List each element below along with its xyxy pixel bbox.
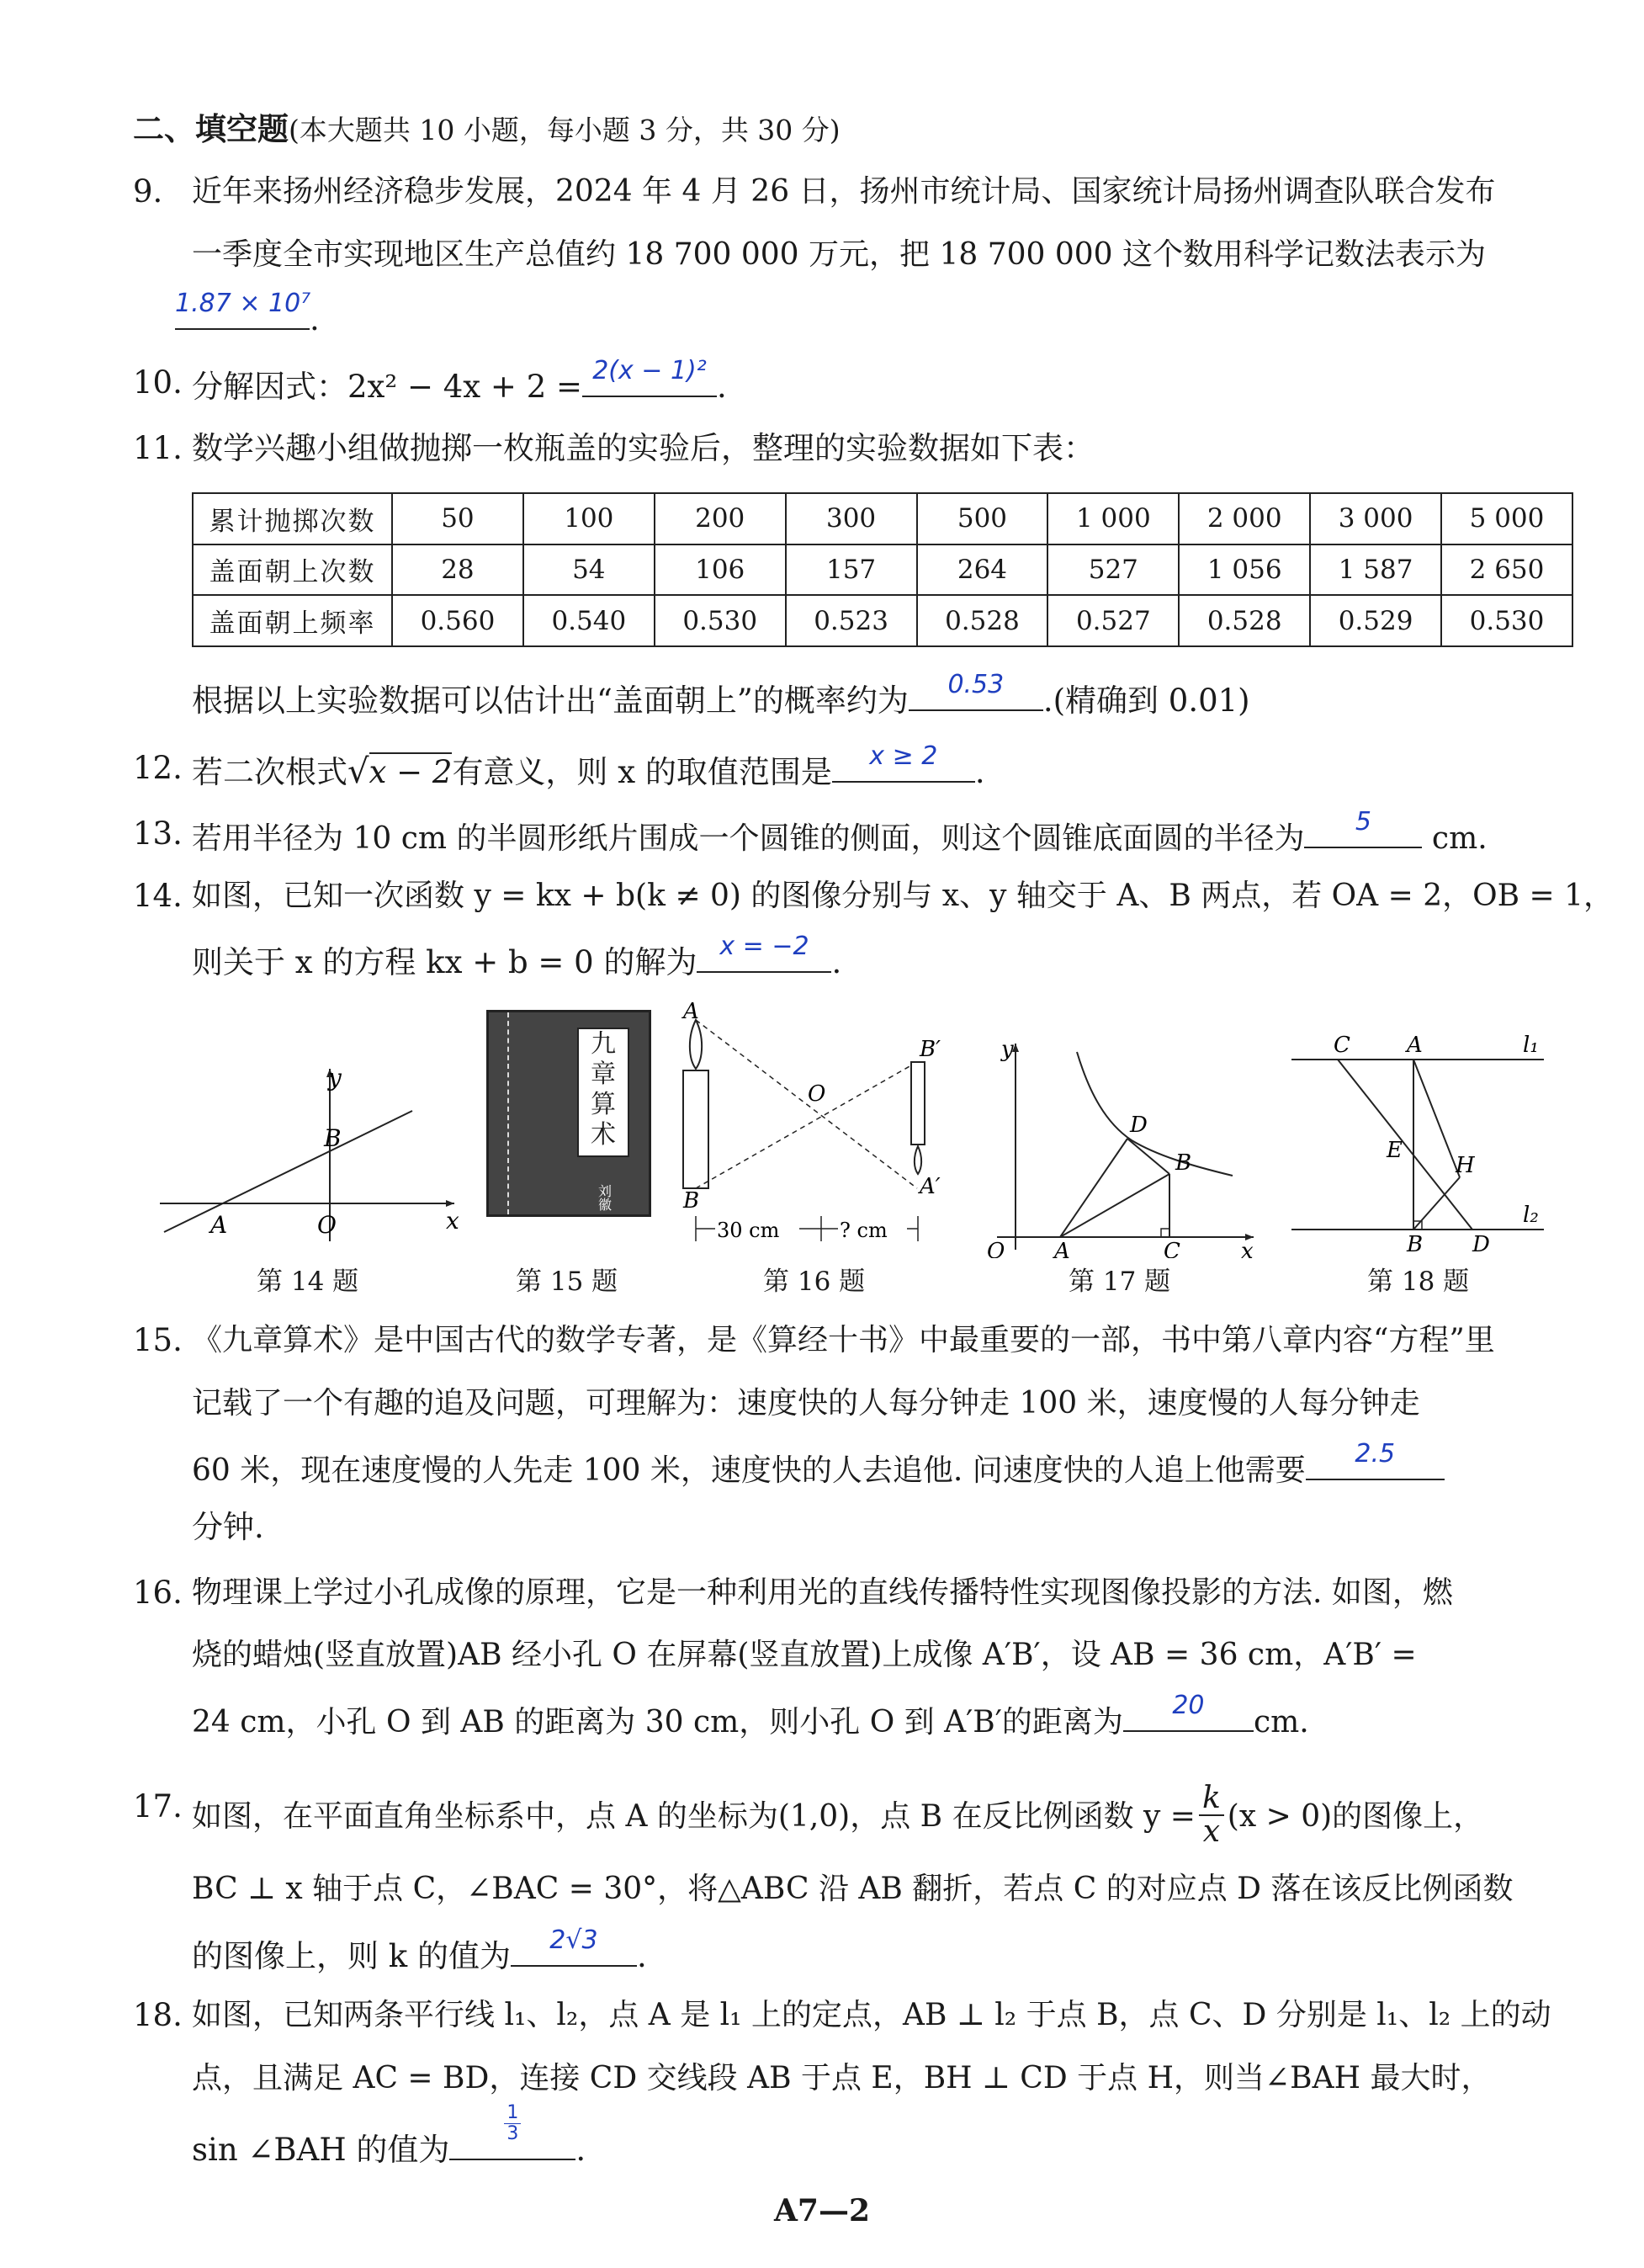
caption-16: 第 16 题 [763, 1267, 866, 1297]
right-angle-mark [1161, 1229, 1169, 1237]
q13-end: cm. [1431, 821, 1488, 856]
q18-line3 [192, 2102, 586, 2171]
q13-line [192, 807, 1488, 860]
q14-line1: 如图，已知一次函数 y = kx + b(k ≠ 0) 的图像分别与 x、y 轴交于 A、B 两点，若 OA = 2，OB = 1， [192, 879, 1615, 913]
q11-after: 根据以上实验数据可以估计出“盖面朝上”的概率约为 [192, 683, 909, 719]
q12-radicand: x − 2 [369, 754, 453, 790]
q16-line3 [192, 1691, 1309, 1744]
q18-line1: 如图，已知两条平行线 l₁、l₂，点 A 是 l₁ 上的定点，AB ⊥ l₂ 于点 B，点 C、D 分别是 l₁、l₂ 上的动 [192, 1998, 1551, 2032]
figure-14 [151, 1052, 471, 1246]
ray-A-to-Aprime [696, 1020, 917, 1188]
table-cell: 106 [655, 544, 786, 596]
hyperbola [1077, 1052, 1233, 1176]
table-cell: 0.527 [1047, 595, 1179, 646]
q11-after-line [192, 670, 1250, 722]
line-y-kx-b [164, 1111, 412, 1232]
q17-frac-num: k [1199, 1782, 1224, 1816]
label-B: B [324, 1124, 342, 1152]
ray-B-to-Bprime [696, 1062, 917, 1188]
q15-line1: 《九章算术》是中国古代的数学专著，是《算经十书》中最重要的一部，书中第八章内容“方程”里 [192, 1323, 1495, 1357]
q14-text2: 则关于 x 的方程 kx + b = 0 的解为 [192, 944, 697, 980]
label-C: C [1334, 1033, 1350, 1058]
table-cell: 2 000 [1179, 493, 1310, 544]
segment-AH [1413, 1060, 1460, 1177]
q10-text: 分解因式：2x² − 4x + 2 = [192, 369, 582, 405]
table-cell: 3 000 [1310, 493, 1441, 544]
label-D: D [1472, 1232, 1490, 1257]
title-char: 术 [591, 1120, 616, 1150]
q9-end: . [310, 301, 320, 337]
q15-line4: 分钟. [192, 1509, 264, 1545]
q9-line1: 近年来扬州经济稳步发展，2024 年 4 月 26 日，扬州市统计局、国家统计局扬州调查队联合发布 [192, 174, 1496, 209]
table-cell: 100 [523, 493, 655, 544]
q9-answer-blank[interactable] [175, 289, 311, 330]
q13-number: 13. [133, 815, 183, 852]
q10-answer: 2(x − 1)² [592, 356, 707, 385]
q17-line1 [192, 1781, 1484, 1851]
q18-answer-num: 1 [504, 2103, 521, 2124]
q15-line2: 记载了一个有趣的追及问题，可理解为：速度快的人每分钟走 100 米，速度慢的人每分钟走 [192, 1386, 1420, 1421]
q18-end: . [575, 2132, 586, 2168]
table-cell: 0.540 [523, 595, 655, 646]
label-x: x [1241, 1239, 1254, 1258]
q16-end: cm. [1253, 1705, 1309, 1740]
segment-CD [1338, 1060, 1472, 1230]
title-char: 算 [591, 1090, 616, 1119]
table-cell: 1 000 [1047, 493, 1179, 544]
q18-line2: 点，且满足 AC = BD，连接 CD 交线段 AB 于点 E，BH ⊥ CD 于点 H，则当∠BAH 最大时， [192, 2061, 1492, 2095]
dim-label-30: 30 cm [717, 1219, 780, 1242]
caption-14: 第 14 题 [257, 1267, 359, 1297]
label-E: E [1387, 1138, 1403, 1163]
label-x: x [446, 1207, 459, 1235]
label-B: B [1407, 1232, 1424, 1257]
label-D: D [1130, 1113, 1148, 1138]
label-A-prime: A′ [920, 1174, 941, 1199]
q14-answer: x = −2 [719, 932, 809, 961]
table-header-cell: 累计抛掷次数 [193, 493, 392, 544]
q13-answer: 5 [1355, 807, 1371, 837]
q17-text1a: 如图，在平面直角坐标系中，点 A 的坐标为(1,0)，点 B 在反比例函数 y = [192, 1799, 1196, 1834]
label-A: A [683, 1001, 699, 1024]
q15-text3: 60 米，现在速度慢的人先走 100 米，速度快的人去追他. 问速度快的人追上他需要 [192, 1453, 1306, 1488]
q17-text3: 的图像上，则 k 的值为 [192, 1938, 511, 1974]
section-title [133, 108, 841, 151]
label-O: O [317, 1211, 337, 1239]
label-y: y [328, 1064, 342, 1092]
q9-number: 9. [133, 173, 163, 210]
table-cell: 0.530 [1441, 595, 1572, 646]
table-header-cell: 盖面朝上频率 [193, 595, 392, 646]
label-B: B [683, 1188, 700, 1214]
caption-15: 第 15 题 [516, 1267, 618, 1297]
q16-answer: 20 [1172, 1691, 1205, 1720]
segment-AD [1060, 1139, 1127, 1237]
q11-answer: 0.53 [947, 670, 1005, 699]
image-candle [911, 1062, 925, 1145]
book-author: 刘徽 [598, 1183, 613, 1213]
q9-answer-line [175, 289, 320, 341]
table-cell: 264 [917, 544, 1048, 596]
sqrt-symbol: √ [347, 752, 369, 791]
q12-number: 12. [133, 750, 183, 786]
q17-line3 [192, 1925, 647, 1978]
q15-answer: 2.5 [1355, 1439, 1396, 1469]
q17-answer: 2√3 [549, 1925, 598, 1955]
q17-answer-blank[interactable] [511, 1925, 637, 1967]
q10-line [192, 356, 727, 408]
q12-line [192, 741, 985, 794]
q18-answer-fraction [449, 2103, 575, 2144]
title-char: 章 [591, 1060, 616, 1089]
book-title-box [577, 1028, 629, 1157]
table-row [193, 595, 1572, 646]
table-cell: 1 587 [1310, 544, 1441, 596]
q18-answer-den: 3 [506, 2123, 519, 2144]
table-cell: 200 [655, 493, 786, 544]
figure-15 [486, 1010, 651, 1217]
table-cell: 0.528 [1179, 595, 1310, 646]
table-cell: 500 [917, 493, 1048, 544]
dim-label-unknown: ? cm [840, 1219, 888, 1242]
q17-line2: BC ⊥ x 轴于点 C，∠BAC = 30°，将△ABC 沿 AB 翻折，若点 C 的对应点 D 落在该反比例函数 [192, 1872, 1514, 1906]
q13-answer-blank[interactable] [1304, 807, 1422, 848]
q16-line2: 烧的蜡烛(竖直放置)AB 经小孔 O 在屏幕(竖直放置)上成像 A′B′，设 AB = 36 cm，A′B′ = [192, 1638, 1417, 1672]
table-row [193, 493, 1572, 544]
caption-17: 第 17 题 [1069, 1267, 1171, 1297]
q11-number: 11. [133, 430, 183, 466]
table-cell: 2 650 [1441, 544, 1572, 596]
book-spine-line [507, 1012, 509, 1214]
q16-text3: 24 cm，小孔 O 到 AB 的距离为 30 cm，则小孔 O 到 A′B′的距离为 [192, 1705, 1123, 1740]
figure-18 [1283, 1022, 1573, 1258]
label-O: O [987, 1239, 1005, 1258]
label-B-prime: B′ [920, 1037, 941, 1062]
q15-answer-blank[interactable] [1306, 1439, 1445, 1480]
label-A: A [210, 1211, 228, 1239]
q17-end: . [636, 1938, 647, 1974]
table-cell: 0.523 [786, 595, 917, 646]
table-cell: 54 [523, 544, 655, 596]
q16-line1: 物理课上学过小孔成像的原理，它是一种利用光的直线传播特性实现图像投影的方法. 如图，燃 [192, 1575, 1453, 1610]
q12-answer-blank[interactable] [832, 741, 975, 783]
q9-answer: 1.87 × 10⁷ [175, 289, 311, 318]
table-row [193, 544, 1572, 596]
table-cell: 0.560 [392, 595, 523, 646]
page-number: A7—2 [773, 2193, 871, 2228]
q18-number: 18. [133, 1997, 183, 2033]
table-header-cell: 盖面朝上次数 [193, 544, 392, 596]
table-cell: 527 [1047, 544, 1179, 596]
figure-16 [673, 1001, 959, 1254]
table-cell: 0.529 [1310, 595, 1441, 646]
image-flame [915, 1146, 921, 1174]
q18-answer-blank[interactable] [449, 2102, 575, 2160]
q17-frac-den: x [1202, 1814, 1221, 1849]
table-cell: 300 [786, 493, 917, 544]
table-cell: 28 [392, 544, 523, 596]
label-H: H [1456, 1153, 1475, 1178]
table-cell: 157 [786, 544, 917, 596]
q17-number: 17. [133, 1788, 183, 1824]
q10-answer-blank[interactable] [582, 356, 717, 397]
q12-pre: 若二次根式 [192, 754, 347, 790]
label-y: y [1001, 1037, 1014, 1062]
segment-DB [1127, 1139, 1169, 1174]
label-C: C [1164, 1239, 1180, 1258]
q15-number: 15. [133, 1322, 183, 1358]
label-l2: l₂ [1523, 1203, 1539, 1228]
label-A: A [1054, 1239, 1070, 1258]
q12-answer: x ≥ 2 [869, 741, 938, 771]
q17-text1b: (x > 0)的图像上， [1227, 1799, 1484, 1834]
section-title-text: 二、填空题 [133, 110, 289, 147]
figure-17 [980, 1031, 1266, 1258]
q10-end: . [717, 369, 727, 405]
q15-line3 [192, 1439, 1445, 1492]
table-cell: 0.530 [655, 595, 786, 646]
q11-text: 数学兴趣小组做抛掷一枚瓶盖的实验后，整理的实验数据如下表： [192, 430, 1095, 466]
q10-number: 10. [133, 364, 183, 401]
x-axis-arrow [446, 1200, 454, 1207]
q14-line2 [192, 932, 842, 984]
q14-end: . [831, 944, 842, 980]
table-cell: 5 000 [1441, 493, 1572, 544]
q17-fraction [1199, 1782, 1224, 1848]
q12-end: . [974, 754, 985, 790]
q16-answer-blank[interactable] [1123, 1691, 1254, 1732]
q16-number: 16. [133, 1575, 183, 1611]
label-B: B [1175, 1150, 1192, 1176]
title-char: 九 [591, 1029, 616, 1059]
q9-line2: 一季度全市实现地区生产总值约 18 700 000 万元，把 18 700 000 这个数用科学记数法表示为 [192, 237, 1487, 272]
candle-flame [690, 1020, 702, 1069]
segment-AB [1060, 1174, 1169, 1237]
q11-tail: .(精确到 0.01) [1042, 683, 1250, 719]
q14-number: 14. [133, 878, 183, 914]
label-l1: l₁ [1523, 1033, 1539, 1058]
q11-answer-blank[interactable] [909, 670, 1043, 711]
label-O: O [808, 1081, 826, 1107]
q12-post: 有意义，则 x 的取值范围是 [452, 754, 832, 790]
caption-18: 第 18 题 [1367, 1267, 1470, 1297]
q13-text: 若用半径为 10 cm 的半圆形纸片围成一个圆锥的侧面，则这个圆锥底面圆的半径为 [192, 821, 1305, 856]
candle-body [683, 1070, 708, 1188]
table-cell: 1 056 [1179, 544, 1310, 596]
label-A: A [1407, 1033, 1423, 1058]
table-cell: 50 [392, 493, 523, 544]
q14-answer-blank[interactable] [697, 932, 831, 973]
q18-text3: sin ∠BAH 的值为 [192, 2132, 450, 2168]
table-cell: 0.528 [917, 595, 1048, 646]
q11-table [192, 492, 1573, 647]
section-note: (本大题共 10 小题，每小题 3 分，共 30 分) [289, 114, 841, 146]
